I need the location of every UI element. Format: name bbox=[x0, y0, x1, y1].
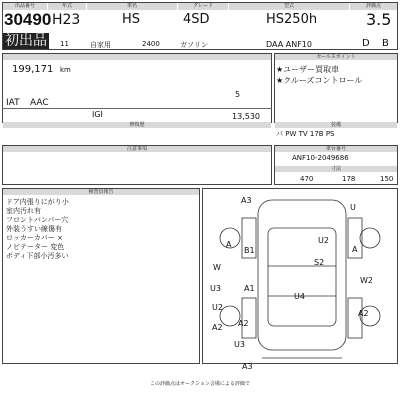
displacement: 2400 bbox=[142, 40, 160, 48]
chassis-number-header: 車台番号 bbox=[275, 146, 397, 152]
seat-count: 5 bbox=[235, 90, 241, 99]
grade-top: 4SD bbox=[183, 12, 210, 27]
damage-mark-a1: A1 bbox=[244, 284, 255, 293]
reg-month: 11 bbox=[60, 40, 69, 48]
damage-mark-u4: U4 bbox=[294, 292, 305, 301]
chassis-number: ANF10-2049686 bbox=[292, 154, 349, 162]
equipment-header: 装備 bbox=[275, 122, 397, 128]
inspector-note-2: 室内汚れ有 bbox=[6, 207, 41, 215]
inspector-note-4: 外装うすい線傷有 bbox=[6, 225, 62, 233]
damage-mark-u3-rear: U3 bbox=[234, 340, 245, 349]
auction-score: 3.5 bbox=[366, 10, 392, 29]
chassis-code: DAA ANF10 bbox=[266, 40, 312, 49]
dimension-height: 150 bbox=[380, 175, 394, 183]
damage-mark-a2-right: A2 bbox=[358, 309, 369, 318]
inspector-note-7: ボディ下部小汚多い bbox=[6, 252, 69, 260]
footer-note: この評価点はオークション会場による評価で bbox=[150, 381, 250, 387]
model-year: H23 bbox=[52, 12, 81, 28]
grade-header: グレード bbox=[178, 3, 228, 10]
car-name: HS bbox=[122, 12, 141, 27]
notes-header: 注意事項 bbox=[3, 146, 271, 152]
sales-point-1: ★ユーザー買取車 bbox=[276, 65, 340, 74]
mileage: 199,171 bbox=[12, 64, 54, 75]
damage-mark-u-front: U bbox=[350, 203, 356, 212]
damage-mark-a-right: A bbox=[352, 245, 358, 254]
inspector-note-6: ノビテーター 変色 bbox=[6, 243, 65, 251]
grade: HS250h bbox=[266, 12, 318, 27]
dimensions-header: 寸法 bbox=[275, 166, 397, 172]
fuel-type: ガソリン bbox=[180, 41, 208, 49]
damage-mark-u2: U2 bbox=[318, 236, 329, 245]
model-header: 車名 bbox=[87, 3, 177, 10]
mileage-unit: km bbox=[60, 66, 71, 74]
aircon: AAC bbox=[30, 98, 49, 108]
inspector-note-1: ドア内張りにがり小 bbox=[6, 198, 69, 206]
damage-mark-a2-rear: A2 bbox=[212, 323, 223, 332]
dimension-width: 178 bbox=[342, 175, 356, 183]
start-price: 13,530 bbox=[232, 112, 260, 121]
interior-score: D bbox=[362, 38, 370, 49]
damage-mark-a2-left: A2 bbox=[238, 319, 249, 328]
inspector-note-5: ロッカーカバー × bbox=[6, 234, 63, 242]
damage-mark-u2b: U2 bbox=[212, 303, 223, 312]
damage-mark-a3-bottom: A3 bbox=[242, 362, 253, 371]
damage-mark-a-left: A bbox=[226, 240, 232, 249]
dimension-length: 470 bbox=[300, 175, 314, 183]
year-header: 年式 bbox=[48, 3, 86, 10]
lot-number-header: 出品番号 bbox=[3, 3, 47, 10]
score-header: 評価点 bbox=[350, 3, 397, 10]
inspector-note-3: フロントバンパー穴 bbox=[6, 216, 69, 224]
damage-mark-w: W bbox=[213, 263, 221, 272]
sales-points-header: セールスポイント bbox=[275, 54, 397, 60]
exterior-score: B bbox=[382, 38, 389, 49]
damage-mark-u3: U3 bbox=[210, 284, 221, 293]
first-listing-badge: 初出品 bbox=[5, 33, 47, 49]
inspector-header: 検査員報告 bbox=[3, 189, 199, 195]
mileage-header bbox=[3, 54, 271, 60]
damage-mark-w2: W2 bbox=[360, 276, 373, 285]
equipment-list: パ PW TV 17B PS bbox=[276, 130, 335, 138]
damage-mark-s2: S2 bbox=[314, 258, 325, 267]
damage-mark-b1: B1 bbox=[244, 246, 255, 255]
chassis-header: 型式 bbox=[229, 3, 349, 10]
sales-point-2: ★クルーズコントロール bbox=[276, 76, 363, 85]
history-header: 修復歴 bbox=[3, 122, 271, 128]
transmission: IAT bbox=[6, 98, 20, 108]
lot-number: 30490 bbox=[4, 10, 52, 29]
damage-mark-a3-top: A3 bbox=[241, 196, 252, 205]
color-code: IGI bbox=[92, 110, 103, 119]
use-type: 自家用 bbox=[90, 41, 111, 49]
